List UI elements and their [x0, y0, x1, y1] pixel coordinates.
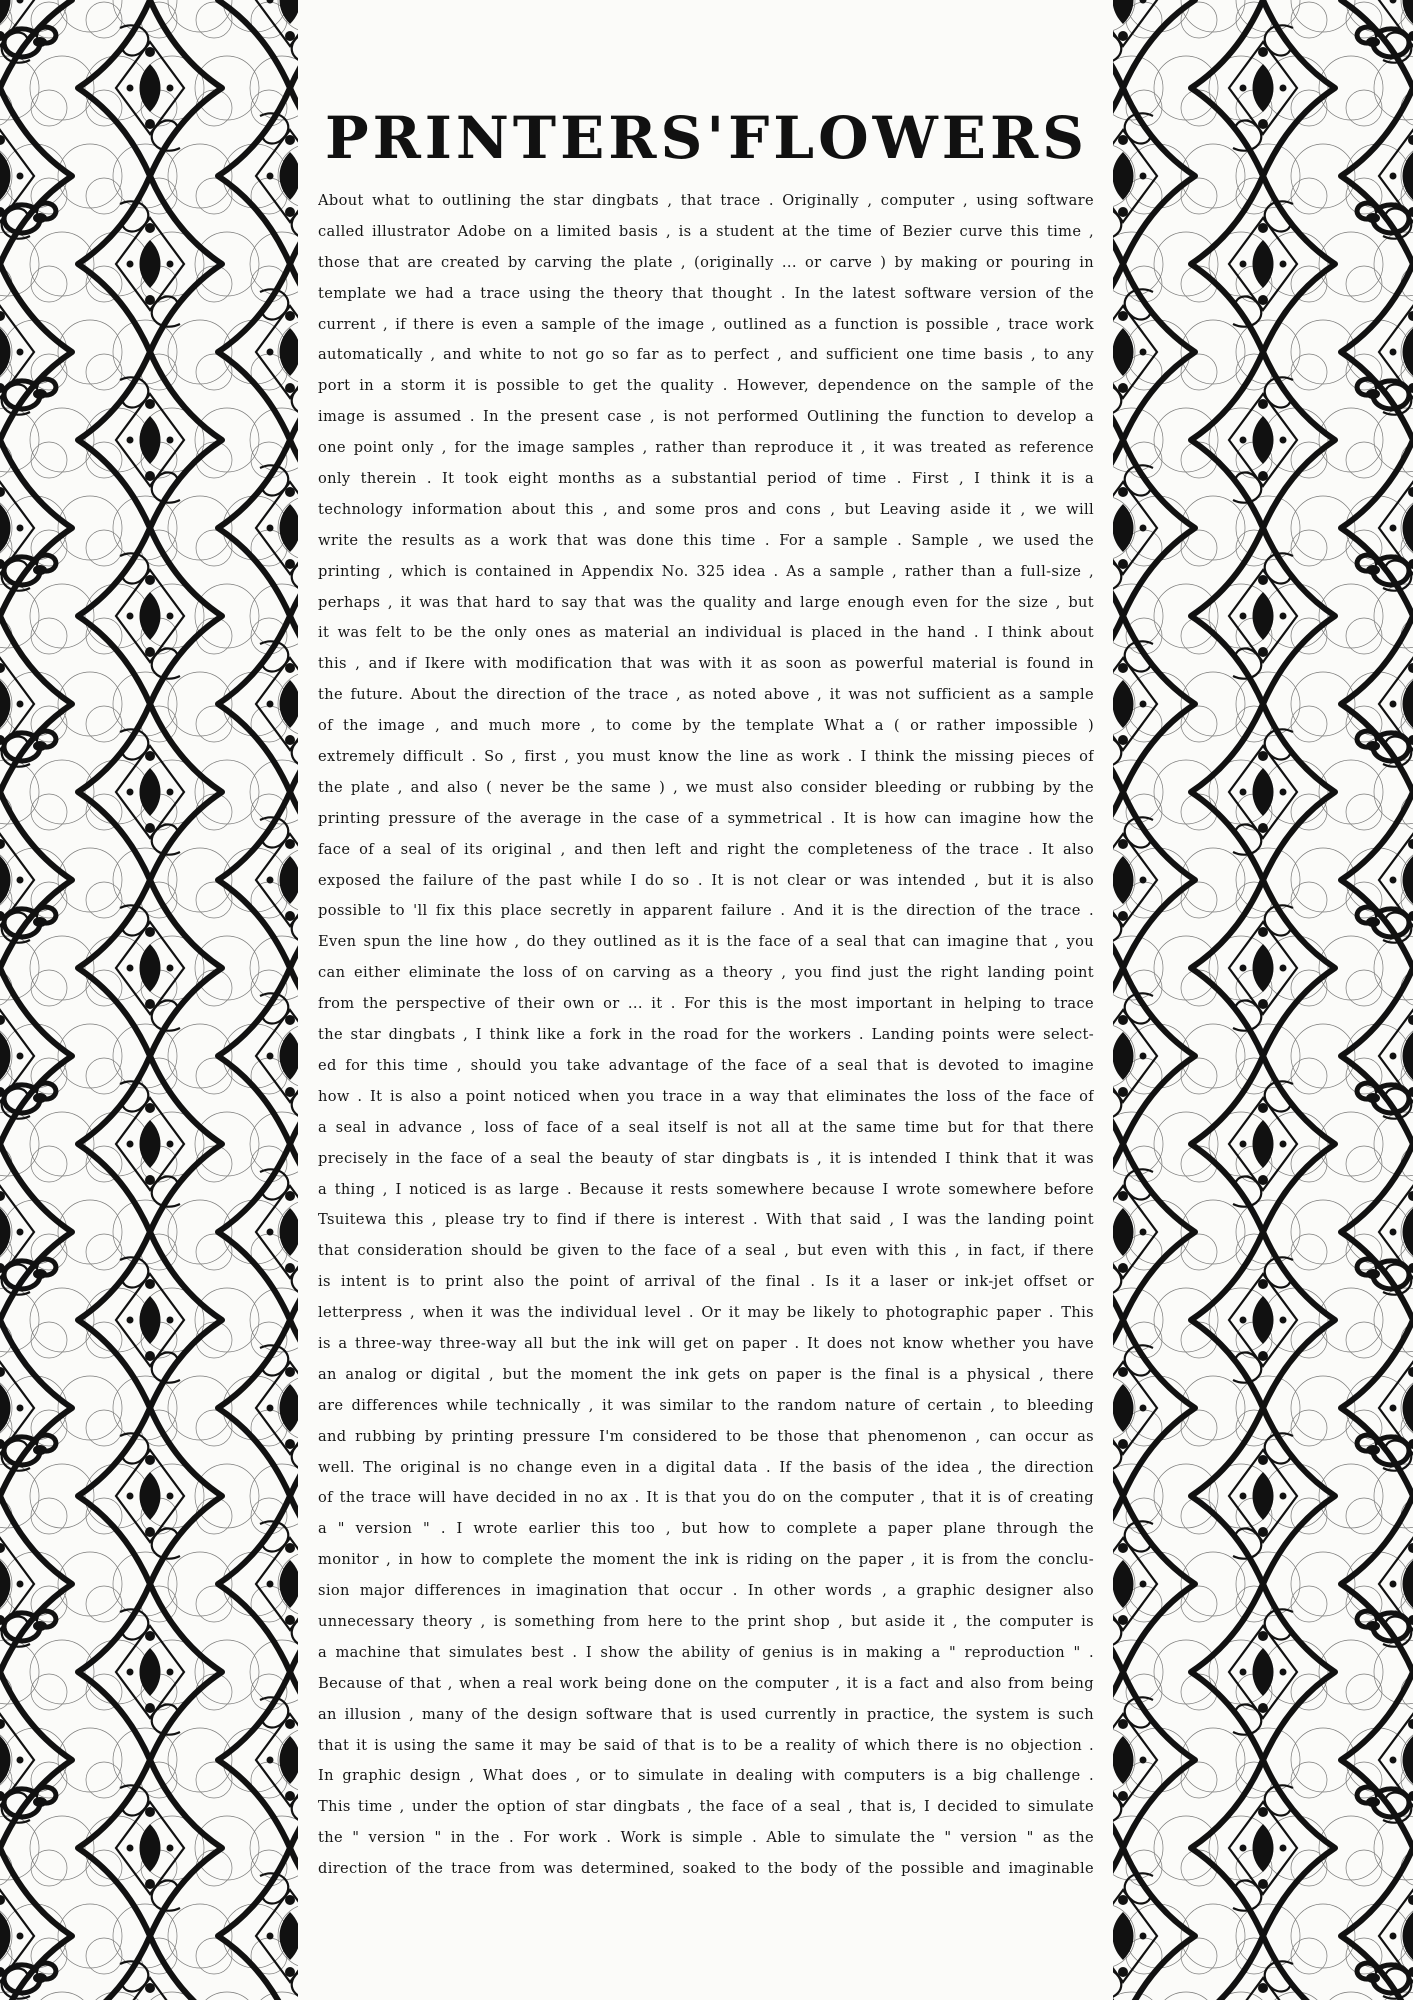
- body-line: exposed the failure of the past while I do so . It is not clear or was intended , but it is also: [318, 871, 1094, 889]
- body-line: a " version " . I wrote earlier this too , but how to complete a paper plane through the: [318, 1520, 1094, 1538]
- body-line: called illustrator Adobe on a limited basis , is a student at the time of Bezier curve this time ,: [318, 222, 1094, 240]
- body-line: an analog or digital , but the moment the ink gets on paper is the final is a physical , there: [318, 1365, 1094, 1383]
- body-line: the future. About the direction of the trace , as noted above , it was not sufficient as a sample: [318, 686, 1094, 704]
- body-line: from the perspective of their own or ... it . For this is the most important in helping to trace: [318, 995, 1094, 1013]
- body-text: [318, 186, 1094, 1885]
- body-line: well. The original is no change even in a digital data . If the basis of the idea , the direction: [318, 1458, 1094, 1476]
- body-line: printing , which is contained in Appendix No. 325 idea . As a sample , rather than a full-size ,: [318, 562, 1094, 580]
- body-line: face of a seal of its original , and then left and right the completeness of the trace . It also: [318, 840, 1094, 858]
- ornament-group: [0, 0, 298, 2000]
- body-line: letterpress , when it was the individual level . Or it may be likely to photographic paper . This: [318, 1304, 1094, 1322]
- ornament-pattern-right: [1113, 0, 1413, 2000]
- body-line: printing pressure of the average in the case of a symmetrical . It is how can imagine how the: [318, 809, 1094, 827]
- body-line: Even spun the line how , do they outlined as it is the face of a seal that can imagine that , you: [318, 933, 1094, 951]
- body-line: only therein . It took eight months as a substantial period of time . First , I think it is a: [318, 470, 1094, 488]
- body-line: unnecessary theory , is something from here to the print shop , but aside it , the computer is: [318, 1612, 1094, 1630]
- body-line: sion major differences in imagination that occur . In other words , a graphic designer also: [318, 1582, 1094, 1600]
- body-line: and rubbing by printing pressure I'm considered to be those that phenomenon , can occur as: [318, 1427, 1094, 1445]
- body-line: that consideration should be given to the face of a seal , but even with this , in fact, if there: [318, 1242, 1094, 1260]
- body-line: is a three-way three-way all but the ink will get on paper . It does not know whether you have: [318, 1334, 1094, 1352]
- body-line: write the results as a work that was done this time . For a sample . Sample , we used the: [318, 531, 1094, 549]
- ornament-group: [1113, 0, 1413, 2000]
- body-line: automatically , and white to not go so far as to perfect , and sufficient one time basis , to any: [318, 346, 1094, 364]
- left-ornament-border: [0, 0, 298, 2000]
- body-line: can either eliminate the loss of on carving as a theory , you find just the right landing point: [318, 964, 1094, 982]
- body-line: precisely in the face of a seal the beauty of star dingbats is , it is intended I think that it was: [318, 1149, 1094, 1167]
- body-line: the plate , and also ( never be the same ) , we must also consider bleeding or rubbing by the: [318, 778, 1094, 796]
- body-line: current , if there is even a sample of the image , outlined as a function is possible , trace work: [318, 315, 1094, 333]
- body-line: port in a storm it is possible to get the quality . However, dependence on the sample of the: [318, 377, 1094, 395]
- body-line: a seal in advance , loss of face of a seal itself is not all at the same time but for that there: [318, 1118, 1094, 1136]
- ornament-pattern-left: [0, 0, 298, 2000]
- body-line: ed for this time , should you take advantage of the face of a seal that is devoted to imagine: [318, 1056, 1094, 1074]
- body-line: image is assumed . In the present case , is not performed Outlining the function to develop a: [318, 408, 1094, 426]
- page-title: PRINTERS'FLOWERS: [324, 104, 1089, 172]
- body-line: monitor , in how to complete the moment the ink is riding on the paper , it is from the conclu-: [318, 1551, 1094, 1569]
- body-line: that it is using the same it may be said of that is to be a reality of which there is no objection .: [318, 1736, 1094, 1754]
- body-line: of the image , and much more , to come by the template What a ( or rather impossible ): [318, 717, 1094, 735]
- body-line: one point only , for the image samples , rather than reproduce it , it was treated as reference: [318, 439, 1094, 457]
- body-line: This time , under the option of star dingbats , the face of a seal , that is, I decided to simulate: [318, 1798, 1094, 1816]
- right-ornament-border: [1113, 0, 1413, 2000]
- body-line: a machine that simulates best . I show the ability of genius is in making a " reproduction " .: [318, 1643, 1094, 1661]
- body-line: this , and if Ikere with modification that was with it as soon as powerful material is found in: [318, 655, 1094, 673]
- body-line: how . It is also a point noticed when you trace in a way that eliminates the loss of the face of: [318, 1087, 1094, 1105]
- body-line: the " version " in the . For work . Work is simple . Able to simulate the " version " as the: [318, 1829, 1094, 1847]
- body-line: template we had a trace using the theory that thought . In the latest software version of the: [318, 284, 1094, 302]
- body-line: technology information about this , and some pros and cons , but Leaving aside it , we will: [318, 500, 1094, 518]
- body-line: extremely difficult . So , first , you must know the line as work . I think the missing pieces of: [318, 748, 1094, 766]
- body-line: it was felt to be the only ones as material an individual is placed in the hand . I think about: [318, 624, 1094, 642]
- body-line: an illusion , many of the design software that is used currently in practice, the system is such: [318, 1705, 1094, 1723]
- body-line: of the trace will have decided in no ax . It is that you do on the computer , that it is of creating: [318, 1489, 1094, 1507]
- body-line: In graphic design , What does , or to simulate in dealing with computers is a big challenge .: [318, 1767, 1094, 1785]
- body-line: About what to outlining the star dingbats , that trace . Originally , computer , using software: [318, 192, 1094, 209]
- body-line: a thing , I noticed is as large . Because it rests somewhere because I wrote somewhere before: [318, 1180, 1094, 1198]
- body-line: those that are created by carving the plate , (originally ... or carve ) by making or pouring in: [318, 253, 1094, 271]
- body-line: possible to 'll fix this place secretly in apparent failure . And it is the direction of the trace .: [318, 902, 1094, 920]
- body-line: is intent is to print also the point of arrival of the final . Is it a laser or ink-jet offset or: [318, 1273, 1094, 1291]
- body-line: Because of that , when a real work being done on the computer , it is a fact and also from being: [318, 1674, 1094, 1692]
- body-line: Tsuitewa this , please try to find if there is interest . With that said , I was the landing point: [318, 1211, 1094, 1229]
- body-line: the star dingbats , I think like a fork in the road for the workers . Landing points were select-: [318, 1026, 1094, 1044]
- body-line: perhaps , it was that hard to say that was the quality and large enough even for the size , but: [318, 593, 1094, 611]
- body-line: are differences while technically , it was similar to the random nature of certain , to bleeding: [318, 1396, 1094, 1414]
- body-line: direction of the trace from was determined, soaked to the body of the possible and imaginable: [318, 1860, 1094, 1878]
